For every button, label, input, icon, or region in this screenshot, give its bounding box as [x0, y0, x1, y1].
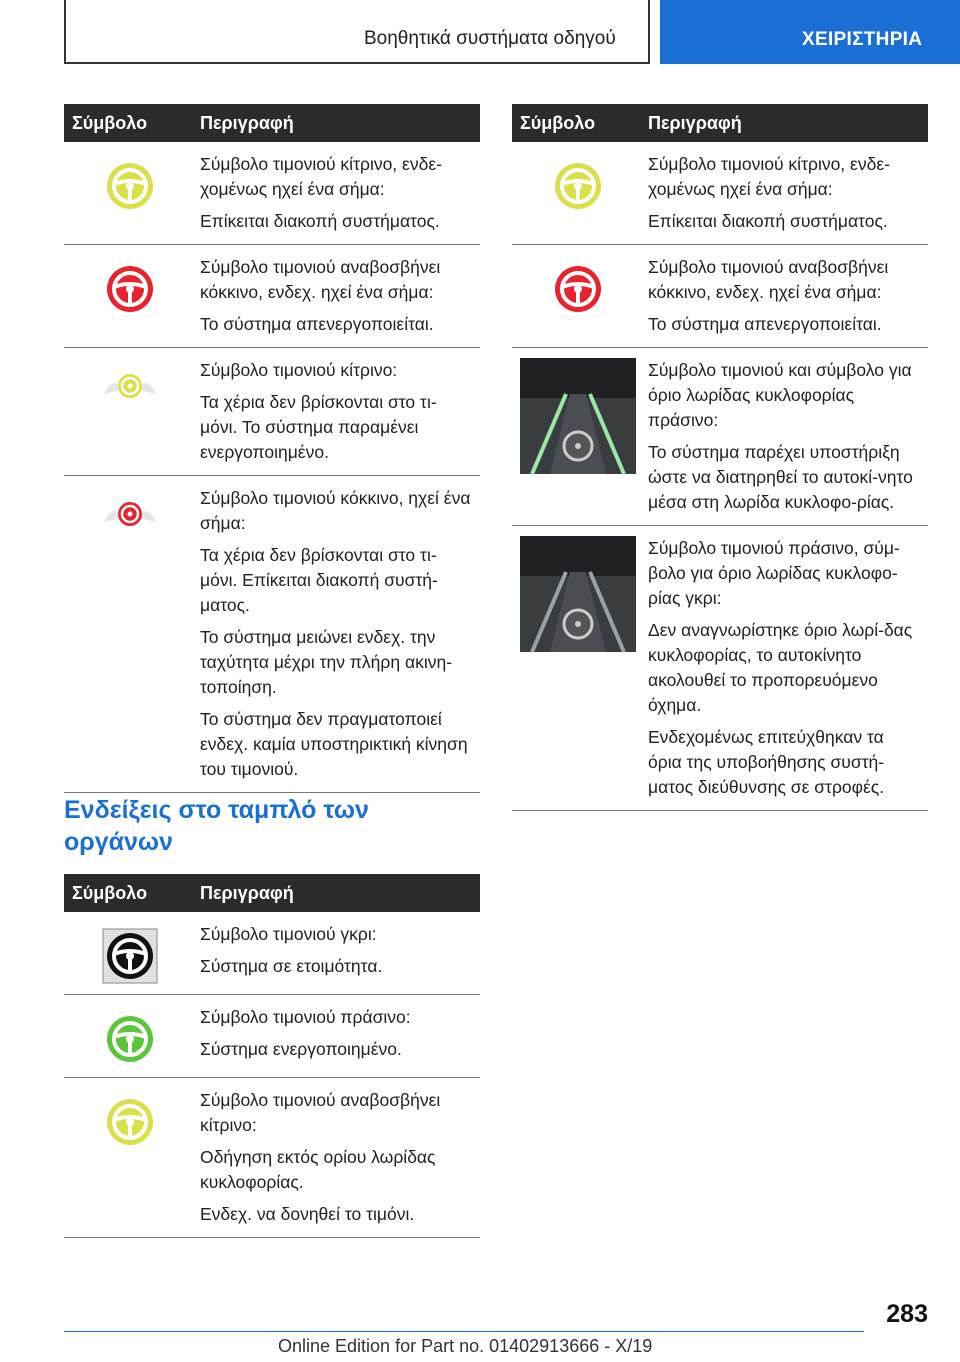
description-cell: [640, 348, 928, 526]
chapter-tab[interactable]: ΧΕΙΡΙΣΤΗΡΙΑ: [660, 0, 960, 64]
steering-wheel-yellow-icon: [520, 158, 636, 214]
description-text: Οδήγηση εκτός ορίου λωρίδας κυκλοφορίας.: [200, 1147, 436, 1192]
description-cell: [192, 912, 480, 995]
description-cell: [192, 142, 480, 245]
table-row: [64, 995, 480, 1078]
symbol-cell: [64, 245, 192, 348]
description-text: Δεν αναγνωρίστηκε όριο λωρί-δας κυκλοφορίας, το αυτοκίνητο ακολουθεί το προπορευόμενο όχημα.: [648, 620, 913, 715]
page-number: 283: [886, 1300, 928, 1328]
description-text: Σύμβολο τιμονιού πράσινο, σύμ-βολο για όριο λωρίδας κυκλοφο-ρίας γκρι:: [648, 538, 900, 608]
table-row: [64, 476, 480, 793]
description-text: Σύμβολο τιμονιού και σύμβολο για όριο λωρίδας κυκλοφορίας πράσινο:: [648, 360, 912, 430]
instrument-section-title: Ενδείξεις στο ταμπλό των οργάνων: [64, 796, 369, 856]
column-header-symbol: Σύμβολο: [512, 104, 640, 142]
steering-wheel-red-icon: [72, 261, 188, 317]
table-row: [512, 142, 928, 245]
description-cell: [192, 995, 480, 1078]
symbol-cell: [512, 245, 640, 348]
description-cell: [192, 245, 480, 348]
column-header-description: Περιγραφή: [640, 104, 928, 142]
steering-wheel-yellow-icon: [72, 1094, 188, 1150]
description-text: Επίκειται διακοπή συστήματος.: [200, 211, 440, 231]
lane-display-gray-icon: [520, 536, 636, 652]
symbol-cell: [512, 526, 640, 811]
description-cell: [192, 1078, 480, 1238]
description-text: Σύμβολο τιμονιού κίτρινο:: [200, 360, 398, 380]
description-text: Σύμβολο τιμονιού αναβοσβήνει κόκκινο, ενδεχ. ηχεί ένα σήμα:: [648, 257, 889, 302]
steering-wheel-hands-yellow-icon: [72, 364, 188, 404]
description-text: Το σύστημα δεν πραγματοποιεί ενδεχ. καμία υποστηρικτική κίνηση του τιμονιού.: [200, 709, 468, 779]
description-text: Ενδεχ. να δονηθεί το τιμόνι.: [200, 1204, 415, 1224]
symbol-cell: [512, 142, 640, 245]
table-row: [512, 245, 928, 348]
description-text: Σύμβολο τιμονιού γκρι:: [200, 924, 377, 944]
column-header-symbol: Σύμβολο: [64, 104, 192, 142]
symbol-cell: [64, 142, 192, 245]
description-cell: [640, 142, 928, 245]
description-text: Σύστημα σε ετοιμότητα.: [200, 956, 383, 976]
description-text: Τα χέρια δεν βρίσκονται στο τι-μόνι. Το σύστημα παραμένει ενεργοποιημένο.: [200, 392, 437, 462]
steering-wheel-green-icon: [72, 1011, 188, 1067]
description-cell: [640, 526, 928, 811]
symbol-cell: [64, 348, 192, 476]
steering-wheel-red-icon: [520, 261, 636, 317]
symbol-table-left-bottom: [64, 874, 480, 1238]
column-header-symbol: Σύμβολο: [64, 874, 192, 912]
description-text: Το σύστημα απενεργοποιείται.: [200, 314, 434, 334]
description-cell: [640, 245, 928, 348]
footer-edition[interactable]: Online Edition for Part no. 01402913666 - X/19: [278, 1336, 653, 1356]
table-row: [64, 142, 480, 245]
description-text: Σύμβολο τιμονιού κόκκινο, ηχεί ένα σήμα:: [200, 488, 471, 533]
description-text: Σύστημα ενεργοποιημένο.: [200, 1039, 402, 1059]
footer-divider: [64, 1331, 864, 1332]
symbol-table-left-top: [64, 104, 480, 793]
table-row: [64, 348, 480, 476]
column-header-description: Περιγραφή: [192, 104, 480, 142]
right-column: [512, 104, 928, 811]
header-section-title: Βοηθητικά συστήματα οδηγού: [364, 28, 616, 49]
description-text: Τα χέρια δεν βρίσκονται στο τι-μόνι. Επίκειται διακοπή συστή-ματος.: [200, 545, 438, 615]
description-text: Ενδεχομένως επιτεύχθηκαν τα όρια της υποβοήθησης συστή-ματος διεύθυνσης σε στροφές.: [648, 727, 885, 797]
symbol-cell: [64, 912, 192, 995]
description-cell: [192, 348, 480, 476]
description-text: Σύμβολο τιμονιού πράσινο:: [200, 1007, 411, 1027]
symbol-cell: [512, 348, 640, 526]
symbol-cell: [64, 995, 192, 1078]
description-text: Σύμβολο τιμονιού αναβοσβήνει κόκκινο, ενδεχ. ηχεί ένα σήμα:: [200, 257, 441, 302]
table-row: [64, 245, 480, 348]
description-text: Το σύστημα μειώνει ενδεχ. την ταχύτητα μέχρι την πλήρη ακινη-τοποίηση.: [200, 627, 453, 697]
column-header-description: Περιγραφή: [192, 874, 480, 912]
description-text: Επίκειται διακοπή συστήματος.: [648, 211, 888, 231]
symbol-cell: [64, 1078, 192, 1238]
symbol-cell: [64, 476, 192, 793]
description-text: Το σύστημα απενεργοποιείται.: [648, 314, 882, 334]
symbol-table-right: [512, 104, 928, 811]
left-column: [64, 104, 480, 793]
table-row: [64, 912, 480, 995]
left-column-bottom: [64, 874, 480, 1238]
description-text: Σύμβολο τιμονιού κίτρινο, ενδε-χομένως ηχεί ένα σήμα:: [648, 154, 890, 199]
steering-wheel-gray-icon: [72, 928, 188, 984]
table-row: [64, 1078, 480, 1238]
description-cell: [192, 476, 480, 793]
table-row: [512, 526, 928, 811]
description-text: Σύμβολο τιμονιού αναβοσβήνει κίτρινο:: [200, 1090, 441, 1135]
lane-display-green-icon: [520, 358, 636, 474]
description-text: Το σύστημα παρέχει υποστήριξη ώστε να διατηρηθεί το αυτοκί-νητο μέσα στη λωρίδα κυκλοφο-ρίας.: [648, 442, 913, 512]
description-text: Σύμβολο τιμονιού κίτρινο, ενδε-χομένως ηχεί ένα σήμα:: [200, 154, 442, 199]
steering-wheel-hands-red-icon: [72, 492, 188, 532]
table-row: [512, 348, 928, 526]
steering-wheel-yellow-icon: [72, 158, 188, 214]
